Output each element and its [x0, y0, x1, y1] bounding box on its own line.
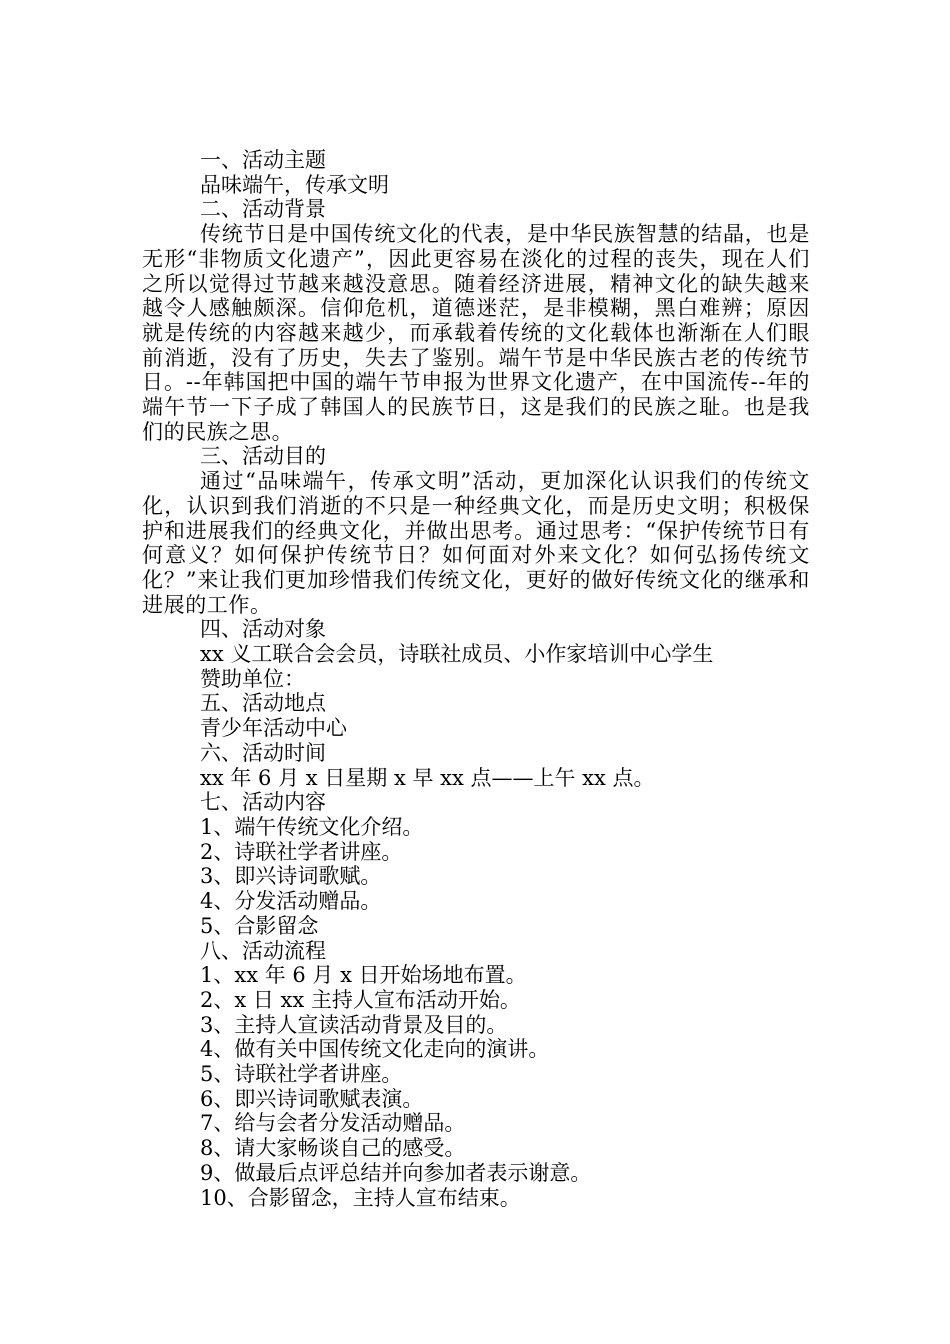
process-item: 2、x 日 xx 主持人宣布活动开始。 [200, 987, 521, 1012]
background-paragraph: 传统节日是中国传统文化的代表，是中华民族智慧的结晶，也是无形“非物质文化遗产”，因此更容易在淡化的过程的丧失，现在人们之所以觉得过节越来越没意思。随着经济进展，精神文化的缺失越来越令人感触颇深。信仰危机，道德迷茫，是非模糊，黑白难辨；原因就是传统的内容越来越少，而承载着传统的文化载体也渐渐在人们眼前消逝，没有了历史，失去了鉴别。端午节是中华民族古老的传统节日。--年韩国把中国的端午节申报为世界文化遗产，在中国流传--年的端午节一下子成了韩国人的民族节日，这是我们的民族之耻。也是我们的民族之思。 [142, 222, 810, 444]
section-heading-process: 八、活动流程 [200, 938, 326, 963]
content-item: 1、端午传统文化介绍。 [200, 814, 424, 839]
purpose-paragraph: 通过“品味端午，传承文明”活动，更加深化认识我们的传统文化，认识到我们消逝的不只是一种经典文化，而是历史文明；积极保护和进展我们的经典文化，并做出思考。通过思考：“保护传统节日有何意义？如何保护传统节日？如何面对外来文化？如何弘扬传统文化？”来让我们更加珍惜我们传统文化，更好的做好传统文化的继承和进展的工作。 [142, 469, 810, 617]
process-item: 10、合影留念，主持人宣布结束。 [200, 1185, 521, 1210]
sponsor-text: 赞助单位： [200, 666, 305, 691]
process-item: 7、给与会者分发活动赠品。 [200, 1111, 466, 1136]
process-item: 6、即兴诗词歌赋表演。 [200, 1086, 424, 1111]
content-item: 4、分发活动赠品。 [200, 889, 382, 914]
section-heading-background: 二、活动背景 [200, 197, 326, 222]
content-item: 3、即兴诗词歌赋。 [200, 864, 382, 889]
process-item: 1、xx 年 6 月 x 日开始场地布置。 [200, 963, 527, 988]
audience-text: xx 义工联合会会员，诗联社成员、小作家培训中心学生 [200, 642, 714, 667]
theme-text: 品味端午，传承文明 [200, 172, 389, 197]
process-item: 3、主持人宣读活动背景及目的。 [200, 1012, 508, 1037]
time-text: xx 年 6 月 x 日星期 x 早 xx 点——上午 xx 点。 [200, 765, 655, 790]
content-item: 2、诗联社学者讲座。 [200, 839, 403, 864]
document-body [142, 148, 810, 1210]
section-heading-audience: 四、活动对象 [200, 617, 326, 642]
location-text: 青少年活动中心 [200, 716, 347, 741]
section-heading-location: 五、活动地点 [200, 691, 326, 716]
process-item: 8、请大家畅谈自己的感受。 [200, 1136, 466, 1161]
section-heading-purpose: 三、活动目的 [200, 444, 326, 469]
section-heading-time: 六、活动时间 [200, 740, 326, 765]
process-item: 4、做有关中国传统文化走向的演讲。 [200, 1037, 550, 1062]
process-item: 9、做最后点评总结并向参加者表示谢意。 [200, 1160, 592, 1185]
content-item: 5、合影留念 [200, 913, 319, 938]
section-heading-content: 七、活动内容 [200, 790, 326, 815]
section-heading-theme: 一、活动主题 [200, 148, 326, 172]
process-item: 5、诗联社学者讲座。 [200, 1062, 403, 1087]
